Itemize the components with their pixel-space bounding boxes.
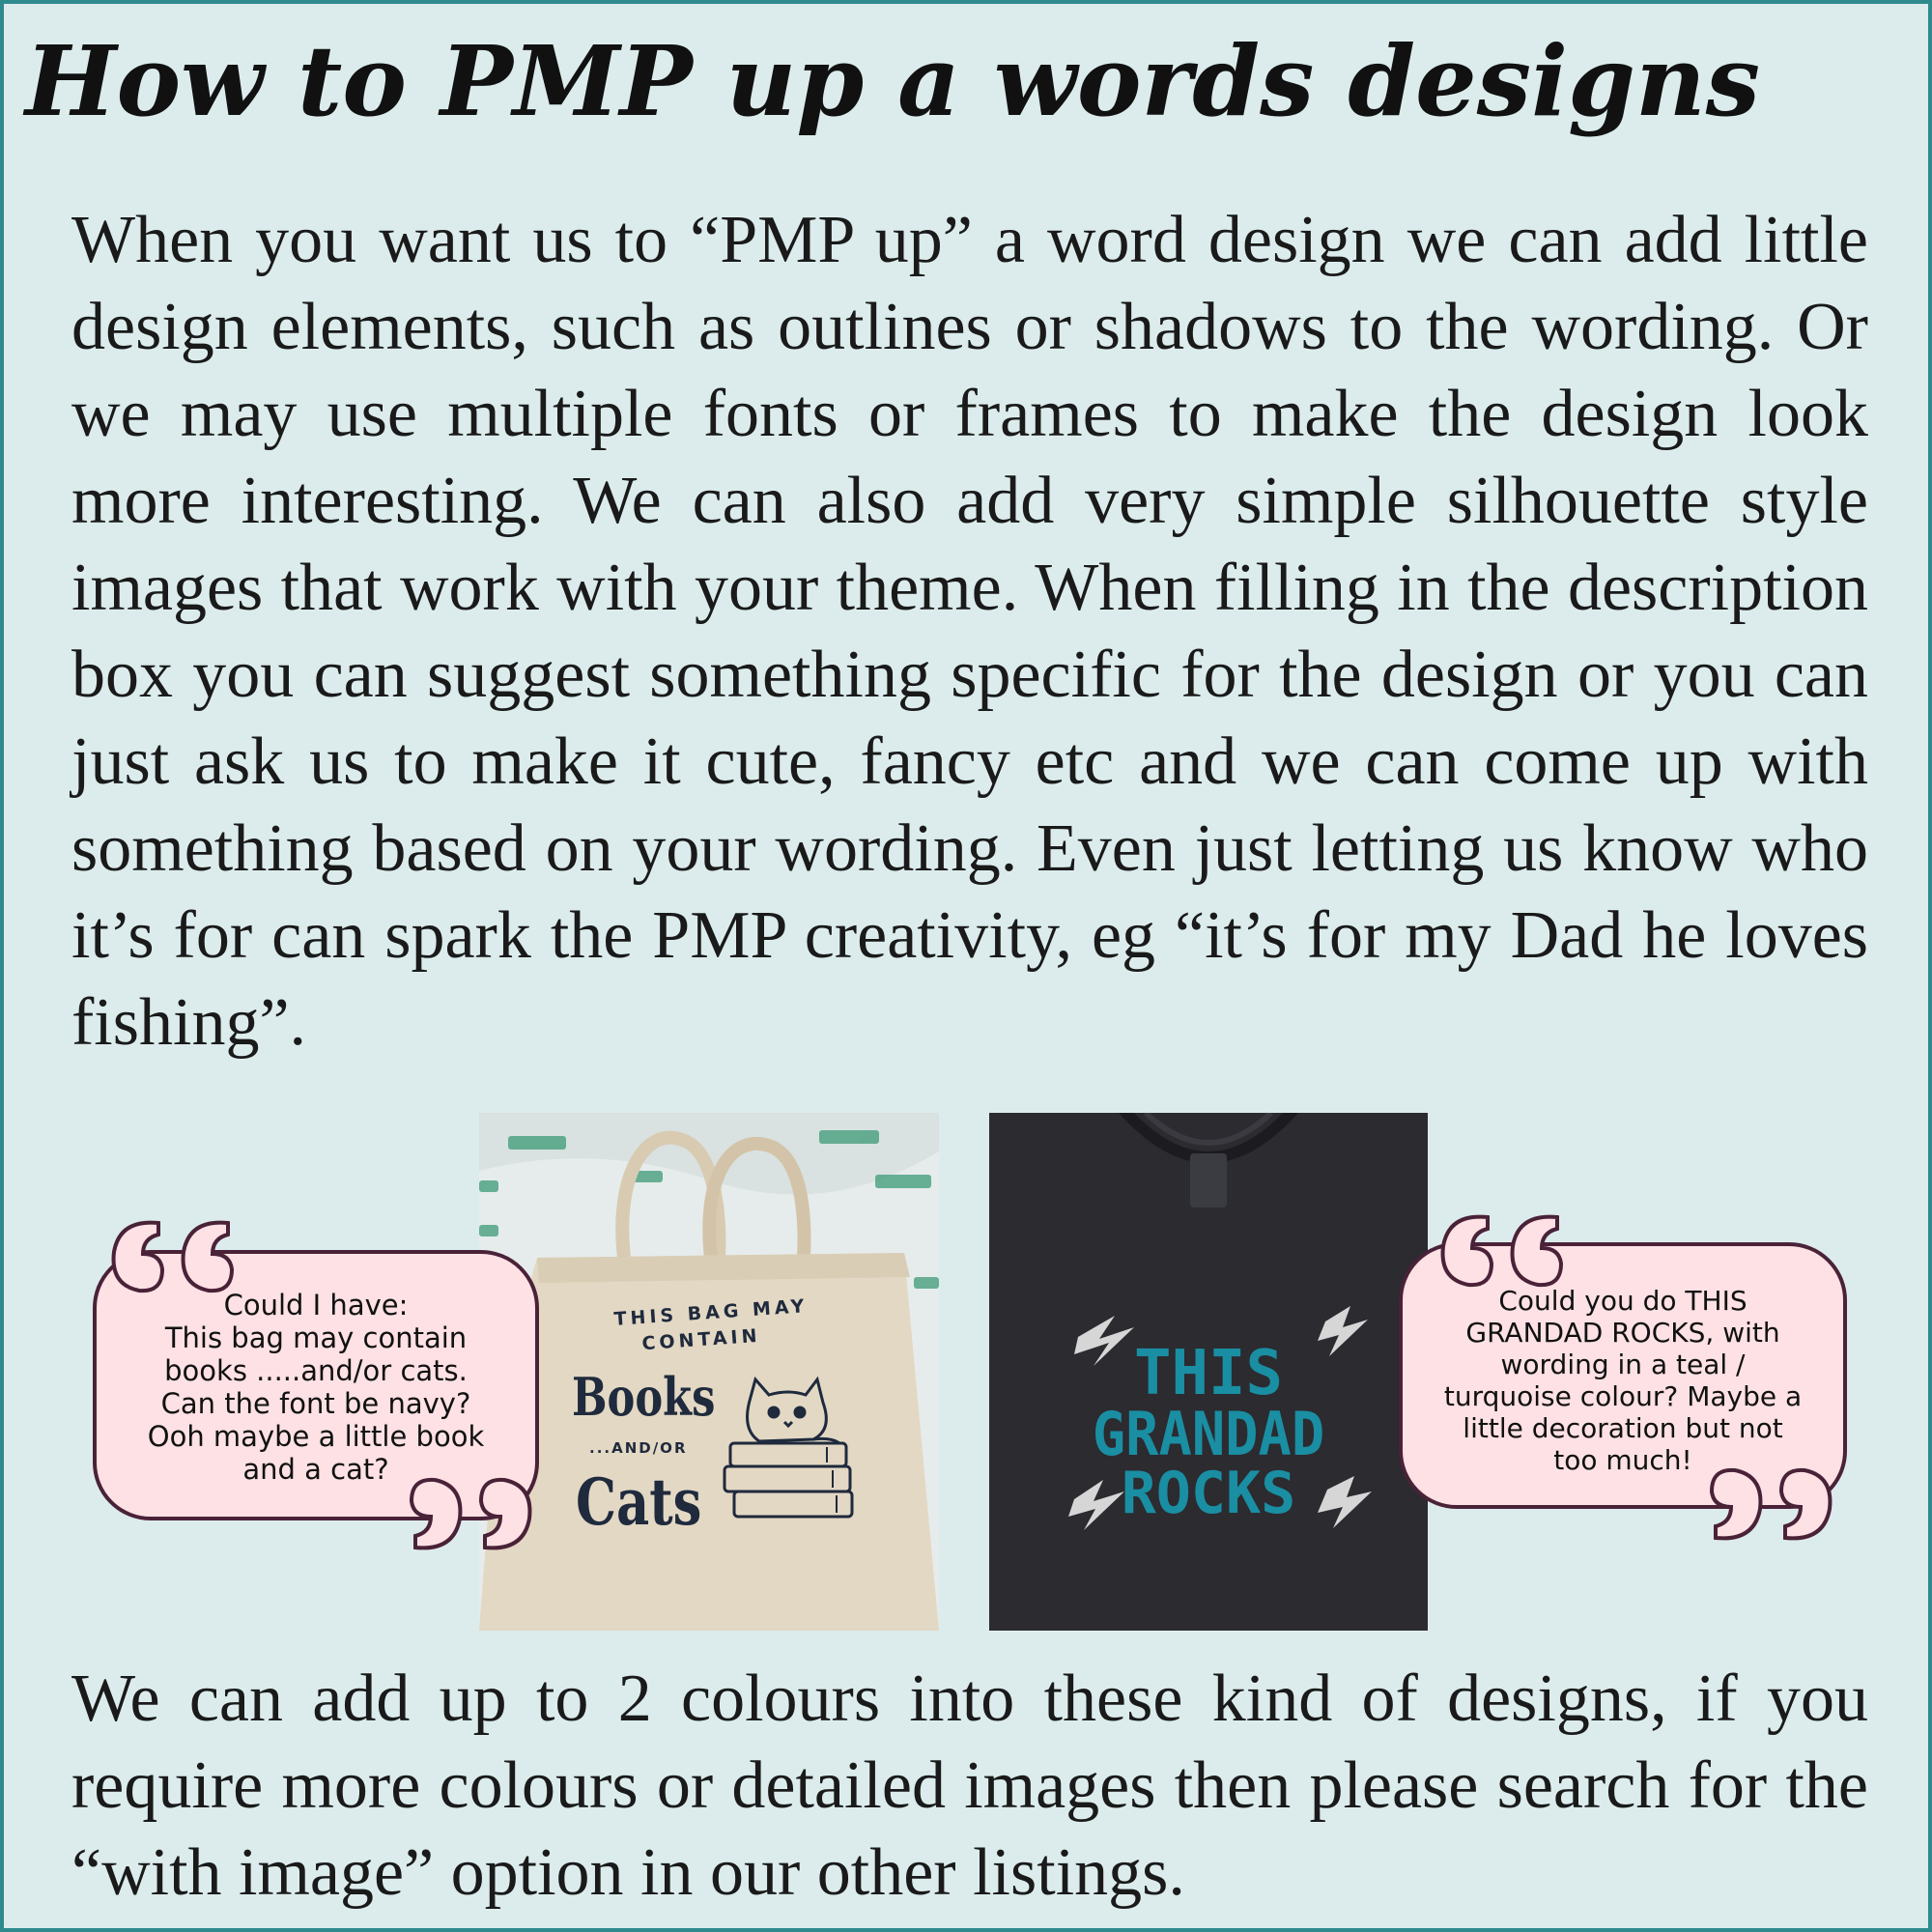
bag-print-word-books: Books (572, 1366, 716, 1428)
open-quote-icon (1430, 1208, 1575, 1300)
bubble-left-line: books .....and/or cats. (164, 1354, 468, 1387)
bubble-left-line: Can the font be navy? (160, 1387, 471, 1420)
bag-print-word-cats: Cats (576, 1464, 702, 1540)
bubble-right-line: little decoration but not (1463, 1412, 1783, 1444)
bubble-right-line: too much! (1553, 1444, 1692, 1476)
bubble-right-line: GRANDAD ROCKS, with (1465, 1317, 1780, 1349)
close-quote-icon (1698, 1455, 1843, 1548)
shirt-print-line-1: THIS (1133, 1338, 1284, 1409)
intro-paragraph: When you want us to “PMP up” a word design we can add little design elements, such as outlines or shadows to the wording. Or we may use multiple fonts or frames to make the design look more interesting. We can also add very simple silhouette style images that work with your theme. When filling in the description box you can suggest something specific for the design or you can just ask us to make it cute, fancy etc and we can come up with something based on your wording. Even just letting us know who it’s for can spark the PMP creativity, eg “it’s for my Dad he loves fishing”. (71, 203, 1868, 1060)
bubble-right-line: Could you do THIS (1498, 1285, 1747, 1317)
bag-print-connector: ...AND/OR (589, 1439, 688, 1457)
bubble-right-line: wording in a teal / (1500, 1349, 1746, 1380)
tote-bag-photo (479, 1113, 939, 1631)
page-title: How to PMP up a words designs (25, 24, 1760, 138)
open-quote-icon (100, 1213, 245, 1306)
bag-print-line-1: THIS BAG MAY (612, 1295, 810, 1330)
bubble-left-line: Could I have: (223, 1289, 409, 1321)
bag-print (572, 1295, 846, 1582)
shirt-print (1047, 1338, 1370, 1527)
shirt-print-line-3: ROCKS (1121, 1460, 1296, 1527)
tshirt-photo (989, 1113, 1428, 1631)
outro-paragraph: We can add up to 2 colours into these kind of designs, if you require more colours or detailed images then please search for the “with image” option in our other listings. (71, 1662, 1868, 1910)
bubble-left-line: Ooh maybe a little book (147, 1420, 485, 1453)
cat-on-books-icon (721, 1362, 866, 1526)
info-page (4, 4, 1928, 1928)
bubble-right-line: turquoise colour? Maybe a (1443, 1380, 1803, 1412)
bubble-left-line: and a cat? (242, 1453, 389, 1486)
shirt-print-line-2: GRANDAD (1092, 1399, 1325, 1469)
bag-print-line-2: CONTAIN (640, 1324, 762, 1355)
bubble-left-line: This bag may contain (164, 1321, 468, 1354)
close-quote-icon (398, 1464, 543, 1557)
